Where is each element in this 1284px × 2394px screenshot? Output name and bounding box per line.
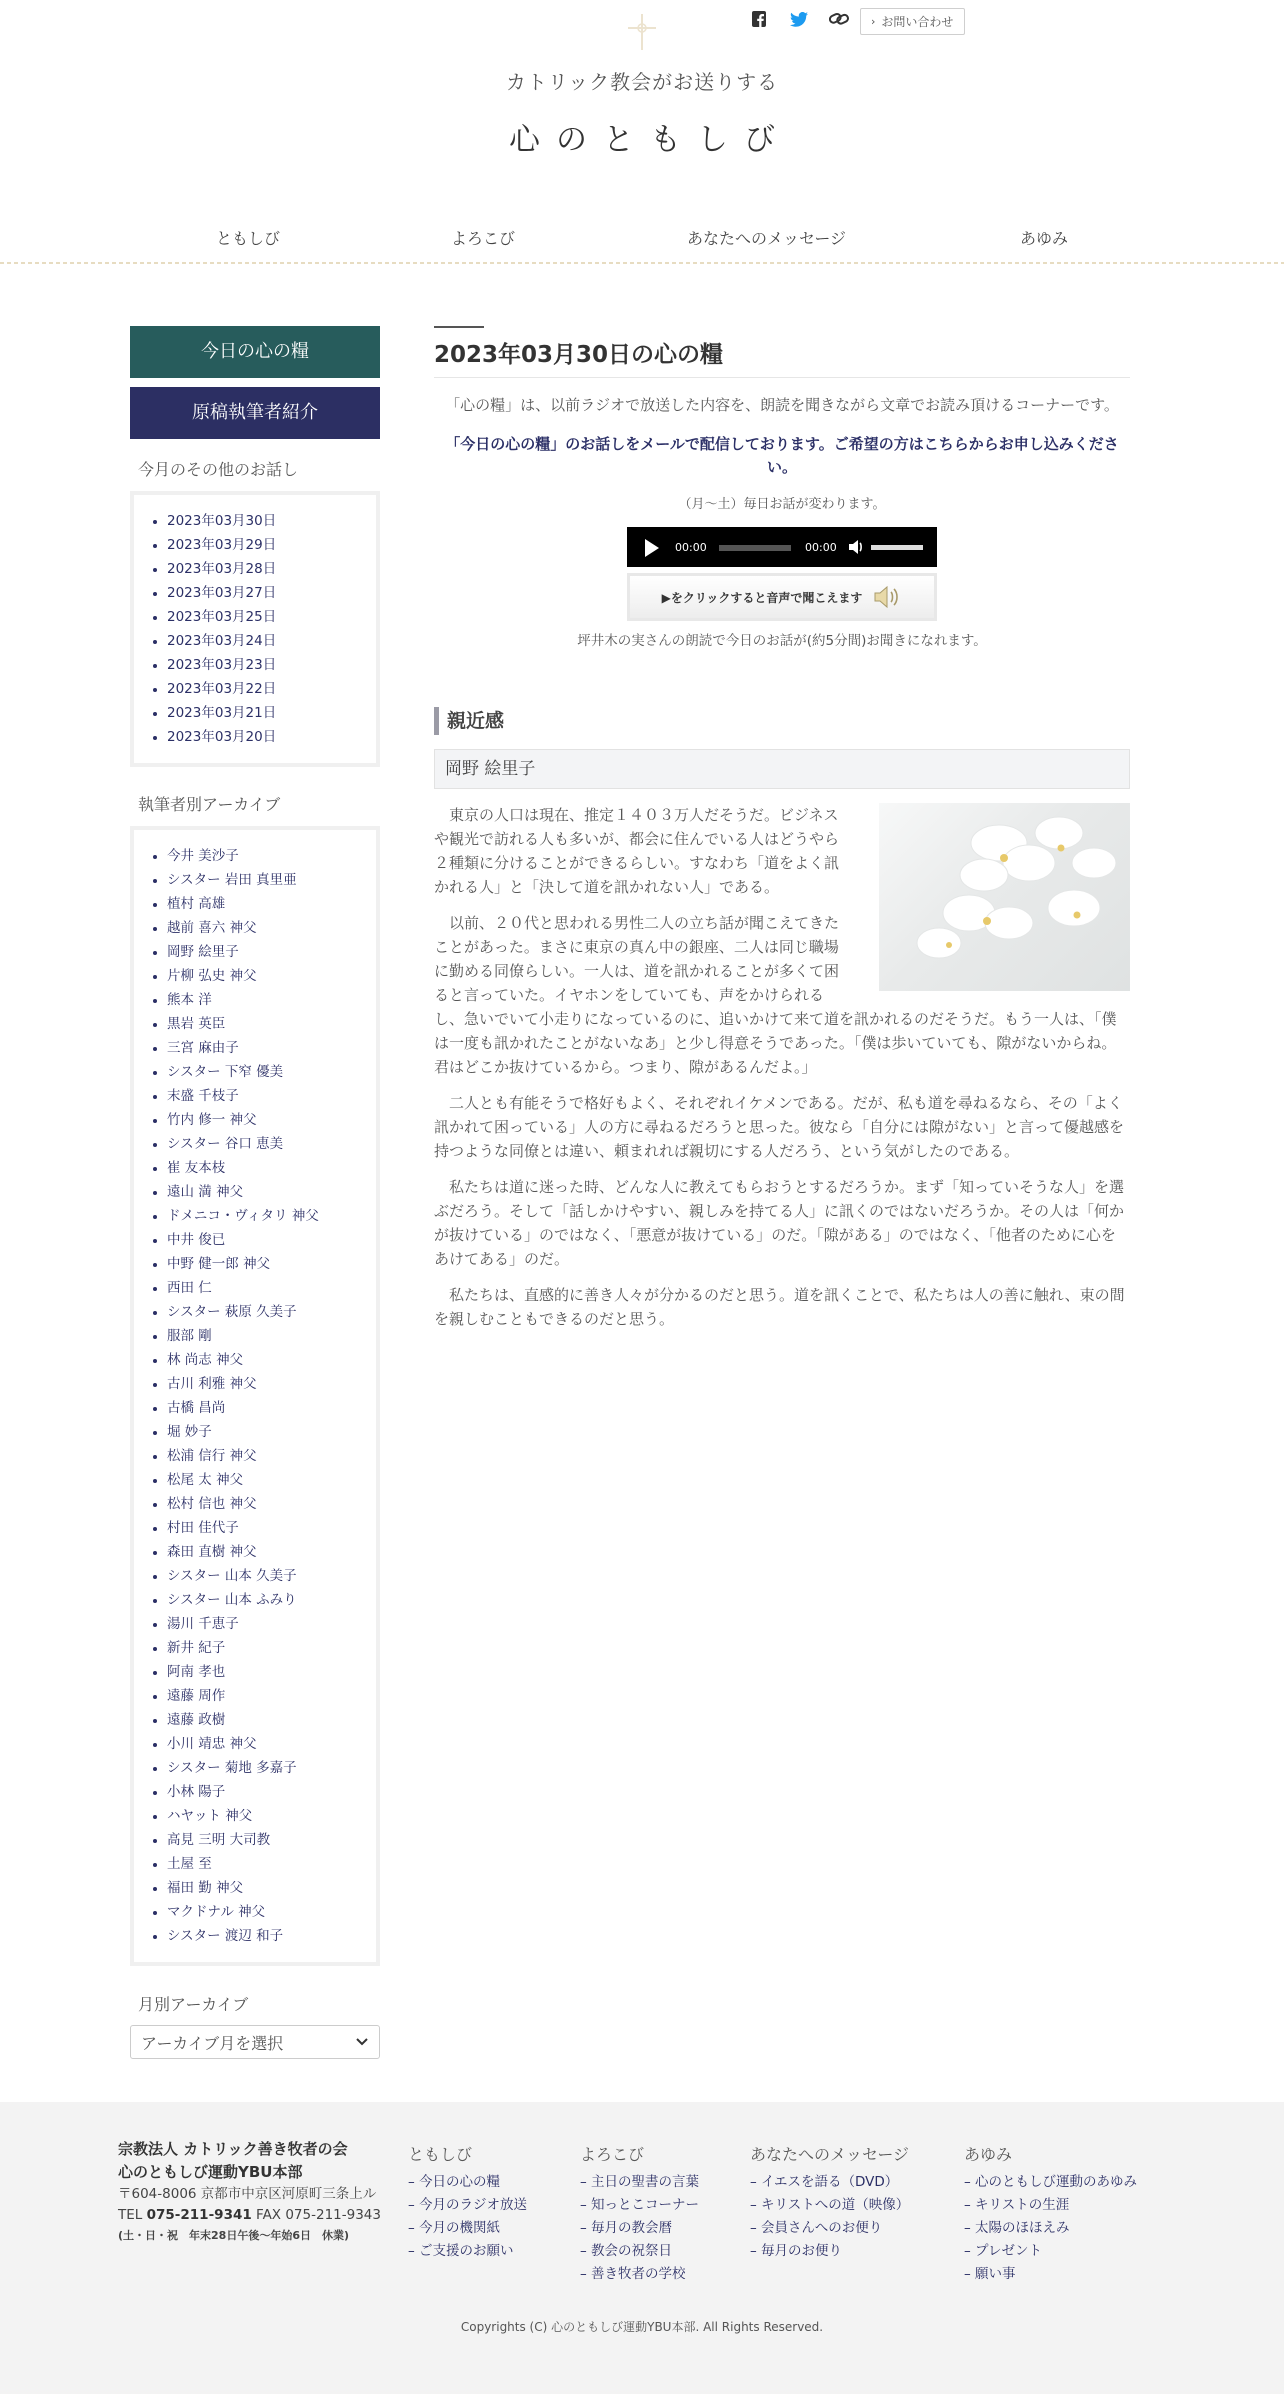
author-archive-link[interactable]: シスター 菊地 多嘉子 — [134, 1756, 376, 1780]
author-archive-link[interactable]: 福田 勤 神父 — [134, 1876, 376, 1900]
month-story-link[interactable]: 2023年03月29日 — [134, 533, 376, 557]
month-story-link[interactable]: 2023年03月28日 — [134, 557, 376, 581]
reader-note: 坪井木の実さんの朗読で今日のお話が(約5分間)お聞きになれます。 — [577, 633, 987, 649]
author-archive-link[interactable]: 土屋 至 — [134, 1852, 376, 1876]
nav-item-message[interactable]: あなたへのメッセージ — [687, 229, 847, 248]
monthly-archive-select[interactable] — [130, 2025, 380, 2059]
author-archive-link[interactable]: 遠藤 周作 — [134, 1684, 376, 1708]
author-archive-link[interactable]: 遠藤 政樹 — [134, 1708, 376, 1732]
author-archive-link[interactable]: シスター 岩田 真里亜 — [134, 868, 376, 892]
author-archive-link[interactable]: 小林 陽子 — [134, 1780, 376, 1804]
footer-col-heading: あなたへのメッセージ — [750, 2145, 910, 2164]
story-paragraph: 私たちは道に迷った時、どんな人に教えてもらおうとするだろうか。まず「知っていそうな人」を選ぶだろう。そして「話しかけやすい、親しみを持てる人」に訊くのではないだろうか。その人は「何かが抜けている」のではなく、「悪意が抜けている」のだ。「隙がある」のではなく、「他者のために心をあけてある」のだ。 — [434, 1178, 1125, 1268]
month-story-link[interactable]: 2023年03月23日 — [134, 653, 376, 677]
footer-link[interactable]: – キリストへの道（映像） — [750, 2197, 910, 2213]
intro-text: 「心の糧」は、以前ラジオで放送した内容を、朗読を聞きながら文章でお読み頂けるコーナーです。 — [445, 396, 1119, 414]
speaker-icon — [872, 585, 902, 609]
org-hours: (土・日・祝 年末28日午後～年始6日 休業) — [118, 2229, 350, 2242]
footer-link[interactable]: – 心のともしび運動のあゆみ — [964, 2174, 1138, 2190]
nav-item-yorokobi[interactable]: よろこび — [451, 229, 516, 248]
author-archive-link[interactable]: 片柳 弘史 神父 — [134, 964, 376, 988]
org-address: 〒604-8006 京都市中京区河原町三条上ル — [118, 2186, 377, 2202]
chevron-down-icon — [355, 2037, 369, 2047]
site-title[interactable]: 心のともしび — [509, 122, 791, 158]
author-archive-link[interactable]: 堀 妙子 — [134, 1420, 376, 1444]
organization-info — [118, 2138, 398, 2246]
footer-col-heading: よろこび — [580, 2145, 645, 2164]
author-archive-link[interactable]: 黒岩 英臣 — [134, 1012, 376, 1036]
author-archive-link[interactable]: シスター 山本 ふみり — [134, 1588, 376, 1612]
author-archive-link[interactable]: シスター 下窄 優美 — [134, 1060, 376, 1084]
footer-link[interactable]: – 会員さんへのお便り — [750, 2220, 883, 2236]
author-archive-link[interactable]: 崔 友本枝 — [134, 1156, 376, 1180]
author-archive-link[interactable]: 西田 仁 — [134, 1276, 376, 1300]
footer-col-heading: ともしび — [408, 2145, 473, 2164]
author-archive-link[interactable]: シスター 山本 久美子 — [134, 1564, 376, 1588]
footer-link[interactable]: – 太陽のほほえみ — [964, 2220, 1070, 2236]
story-body — [434, 803, 1130, 1331]
footer-link[interactable]: – 願い事 — [964, 2266, 1016, 2282]
author-archive-link[interactable]: ドメニコ・ヴィタリ 神父 — [134, 1204, 376, 1228]
footer-link[interactable]: – 主日の聖書の言葉 — [580, 2174, 700, 2190]
story-paragraph: 二人とも有能そうで格好もよく、それぞれイケメンである。だが、私も道を尋ねるなら、その「よく訊かれて困っている」人の方に尋ねるだろうと思った。彼なら「自分には隙がない」と言って優越感を持つような同僚とは違い、頼まれれば親切にする人だろう、という気がしたのである。 — [434, 1094, 1125, 1160]
month-story-link[interactable]: 2023年03月20日 — [134, 725, 376, 749]
month-stories-box — [130, 491, 380, 767]
tel-label: TEL — [118, 2207, 143, 2223]
site-footer — [0, 2102, 1284, 2394]
footer-link[interactable]: – 毎月の教会暦 — [580, 2220, 673, 2236]
title-accent-bar — [434, 326, 484, 328]
today-kokoro-button[interactable]: 今日の心の糧 — [130, 326, 380, 378]
month-story-link[interactable]: 2023年03月21日 — [134, 701, 376, 725]
nav-divider — [0, 262, 1284, 264]
link-icon[interactable] — [828, 8, 850, 30]
author-archive-link[interactable]: 末盛 千枝子 — [134, 1084, 376, 1108]
chevron-right-icon: › — [871, 15, 876, 28]
author-archive-link[interactable]: 新井 紀子 — [134, 1636, 376, 1660]
author-archive-link[interactable]: 中野 健一郎 神父 — [134, 1252, 376, 1276]
author-archive-link[interactable]: 植村 高雄 — [134, 892, 376, 916]
duration-time: 00:00 — [805, 541, 837, 554]
author-archive-link[interactable]: 小川 靖忠 神父 — [134, 1732, 376, 1756]
cross-logo-icon — [622, 12, 662, 52]
author-archive-link[interactable]: マクドナル 神父 — [134, 1900, 376, 1924]
month-story-link[interactable]: 2023年03月22日 — [134, 677, 376, 701]
mail-signup-link[interactable]: 「今日の心の糧」のお話しをメールで配信しております。ご希望の方はこちらからお申し込みください。 — [445, 435, 1119, 476]
month-story-link[interactable]: 2023年03月27日 — [134, 581, 376, 605]
footer-col-ayumi — [964, 2142, 1137, 2286]
story-paragraph: 以前、２０代と思われる男性二人の立ち話が聞こえてきたことがあった。まさに東京の真ん中の銀座、二人は同じ職場に勤める同僚らしい。一人は、道を訊かれることが多くて困ると言っていた。イヤホンをしていても、声をかけられるし、急いでいて小走りになっているのに、追いかけて来て道を訊かれるのだそうだ。もう一人は、「僕は一度も訊かれたことがないなあ」と少し得意そうであった。「僕は歩いていても、隙がないからね。君はどこか抜けているから。つまり、隙があるんだよ。」 — [434, 914, 1117, 1076]
author-archive-link[interactable]: 熊本 洋 — [134, 988, 376, 1012]
author-archive-link[interactable]: 岡野 絵里子 — [134, 940, 376, 964]
footer-link[interactable]: – イエスを語る（DVD） — [750, 2174, 899, 2190]
audio-player — [627, 527, 937, 567]
footer-link[interactable]: – 今月の機関紙 — [408, 2220, 501, 2236]
listen-audio-button[interactable] — [627, 573, 937, 621]
page-title: 2023年03月30日の心の糧 — [434, 336, 1130, 378]
footer-link[interactable]: – 知っとこコーナー — [580, 2197, 700, 2213]
author-archive-link[interactable]: 竹内 修一 神父 — [134, 1108, 376, 1132]
month-story-link[interactable]: 2023年03月25日 — [134, 605, 376, 629]
author-archive-link[interactable]: 越前 喜六 神父 — [134, 916, 376, 940]
footer-col-message — [750, 2142, 909, 2263]
author-archive-link[interactable]: 松浦 信行 神父 — [134, 1444, 376, 1468]
story-paragraph: 東京の人口は現在、推定１４０３万人だそうだ。ビジネスや観光で訪れる人も多いが、都会に住んでいる人はどうやら２種類に分けることができるらしい。すなわち「道をよく訊かれる人」と「決して道を訊かれない人」である。 — [434, 806, 840, 896]
footer-col-yorokobi — [580, 2142, 699, 2286]
author-archive-link[interactable]: 高見 三明 大司教 — [134, 1828, 376, 1852]
footer-link[interactable]: – ご支援のお願い — [408, 2243, 514, 2259]
contact-label: お問い合わせ — [881, 15, 954, 29]
author-archive-link[interactable]: シスター 萩原 久美子 — [134, 1300, 376, 1324]
author-archive-link[interactable]: 古川 利雅 神父 — [134, 1372, 376, 1396]
social-links — [748, 8, 850, 30]
monthly-archive-heading: 月別アーカイブ — [138, 1995, 249, 2014]
author-archive-list — [134, 844, 376, 1948]
month-story-link[interactable]: 2023年03月24日 — [134, 629, 376, 653]
author-archive-link[interactable]: 松村 信也 神父 — [134, 1492, 376, 1516]
author-archive-link[interactable]: 遠山 満 神父 — [134, 1180, 376, 1204]
facebook-icon[interactable] — [748, 8, 770, 30]
author-archive-link[interactable]: シスター 谷口 恵美 — [134, 1132, 376, 1156]
author-archive-link[interactable]: 森田 直樹 神父 — [134, 1540, 376, 1564]
volume-slider[interactable] — [871, 545, 923, 550]
month-stories-heading: 今月のその他のお話し — [138, 460, 299, 479]
monthly-archive-select-value: アーカイブ月を選択 — [141, 2033, 284, 2053]
org-name: 宗教法人 カトリック善き牧者の会 — [118, 2140, 348, 2158]
sidebar — [130, 326, 380, 2059]
orchid-photo — [879, 803, 1130, 991]
author-archive-link[interactable]: 松尾 太 神父 — [134, 1468, 376, 1492]
month-stories-list — [134, 509, 376, 749]
footer-link[interactable]: – 教会の祝祭日 — [580, 2243, 673, 2259]
story-author: 岡野 絵里子 — [434, 749, 1130, 789]
author-archive-link[interactable]: 阿南 孝也 — [134, 1660, 376, 1684]
story-paragraph: 私たちは、直感的に善き人々が分かるのだと思う。道を訊くことで、私たちは人の善に触れ、束の間を親しむこともできるのだと思う。 — [434, 1286, 1125, 1328]
site-header — [0, 0, 1284, 268]
footer-link[interactable]: – 善き牧者の学校 — [580, 2266, 686, 2282]
author-archive-link[interactable]: 村田 佳代子 — [134, 1516, 376, 1540]
twitter-icon[interactable] — [788, 8, 810, 30]
author-archive-link[interactable]: 服部 剛 — [134, 1324, 376, 1348]
author-archive-heading: 執筆者別アーカイブ — [138, 795, 281, 814]
footer-link[interactable]: – キリストの生涯 — [964, 2197, 1070, 2213]
month-story-link[interactable]: 2023年03月30日 — [134, 509, 376, 533]
author-archive-link[interactable]: シスター 渡辺 和子 — [134, 1924, 376, 1948]
author-archive-link[interactable]: ハヤット 神父 — [134, 1804, 376, 1828]
copyright: Copyrights (C) 心のともしび運動YBU本部. All Rights Reserved. — [460, 2320, 824, 2334]
current-time: 00:00 — [675, 541, 707, 554]
author-archive-link[interactable]: 三宮 麻由子 — [134, 1036, 376, 1060]
footer-col-heading: あゆみ — [964, 2145, 1013, 2164]
author-archive-link[interactable]: 古橋 昌尚 — [134, 1396, 376, 1420]
main-content — [434, 326, 1130, 1343]
contact-button[interactable] — [860, 8, 965, 35]
footer-link[interactable]: – 今日の心の糧 — [408, 2174, 501, 2190]
author-archive-box — [130, 826, 380, 1966]
org-phone — [118, 2205, 398, 2226]
footer-col-tomoshibi — [408, 2142, 527, 2263]
footer-link[interactable]: – プレゼント — [964, 2243, 1043, 2259]
play-icon[interactable] — [645, 539, 659, 557]
nav-item-tomoshibi[interactable]: ともしび — [216, 229, 281, 248]
nav-item-ayumi[interactable]: あゆみ — [1020, 229, 1069, 248]
fax-number: FAX 075-211-9343 — [256, 2207, 381, 2223]
writers-intro-button[interactable]: 原稿執筆者紹介 — [130, 387, 380, 439]
footer-link[interactable]: – 毎月のお便り — [750, 2243, 843, 2259]
site-subtitle: カトリック教会がお送りする — [505, 70, 779, 94]
author-archive-link[interactable]: 中井 俊已 — [134, 1228, 376, 1252]
global-nav — [0, 226, 1284, 262]
story-title: 親近感 — [434, 707, 1130, 735]
author-archive-link[interactable]: 湯川 千恵子 — [134, 1612, 376, 1636]
author-archive-link[interactable]: 林 尚志 神父 — [134, 1348, 376, 1372]
author-archive-link[interactable]: 今井 美沙子 — [134, 844, 376, 868]
schedule-note: （月～土）毎日お話が変わります。 — [678, 497, 886, 512]
org-subname: 心のともしび運動YBU本部 — [118, 2163, 303, 2181]
volume-icon[interactable] — [847, 538, 865, 556]
footer-link[interactable]: – 今月のラジオ放送 — [408, 2197, 528, 2213]
tel-number[interactable]: 075-211-9341 — [146, 2207, 252, 2223]
listen-audio-label: ▶をクリックすると音声で聞こえます — [661, 590, 863, 605]
progress-track[interactable] — [719, 545, 791, 551]
